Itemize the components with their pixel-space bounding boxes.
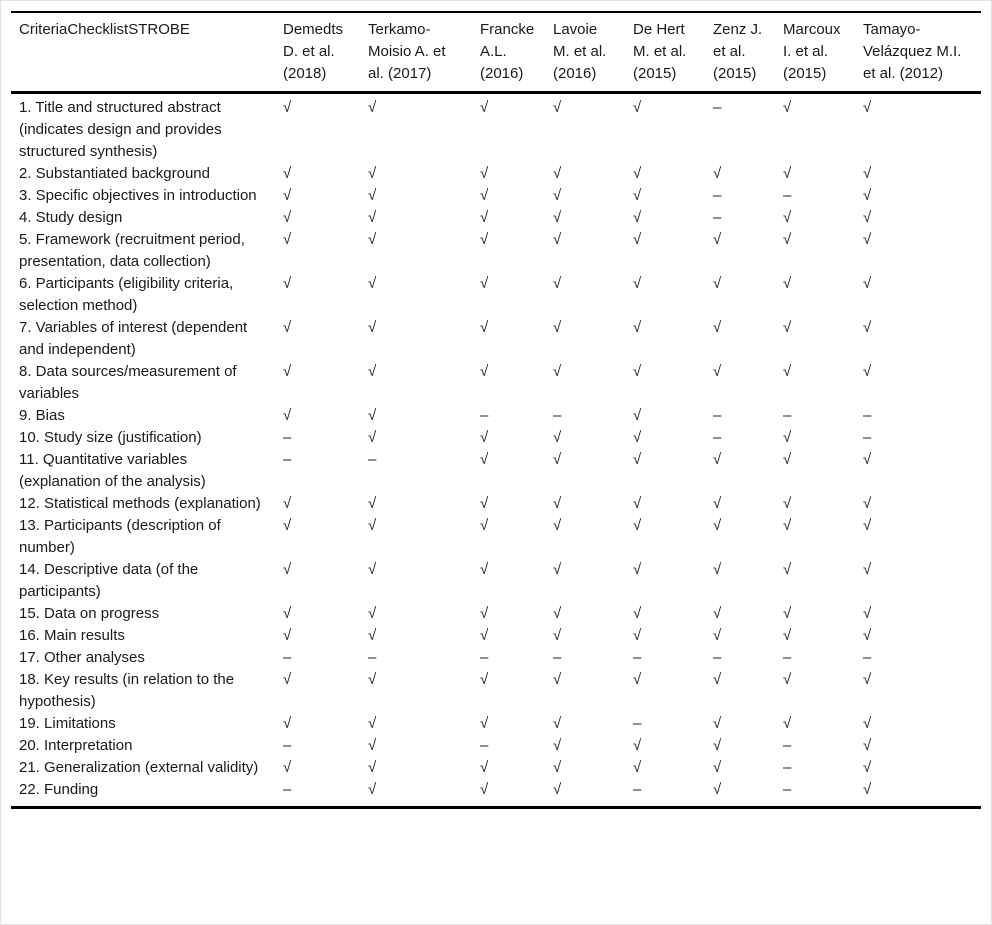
check-mark: √: [783, 451, 792, 468]
table-row: [11, 185, 981, 207]
check-mark: √: [553, 737, 562, 754]
check-mark: √: [368, 209, 377, 226]
check-mark: √: [283, 605, 292, 622]
check-mark: √: [480, 627, 489, 644]
study-column-header: Francke A.L. (2016): [480, 12, 553, 93]
table-row: [11, 273, 981, 317]
check-mark: √: [553, 779, 633, 808]
table-row: [11, 757, 981, 779]
check-mark: √: [480, 319, 489, 336]
check-mark: √: [633, 165, 642, 182]
table-row: [11, 625, 981, 647]
dash-mark: –: [783, 407, 792, 424]
check-mark: √: [713, 231, 722, 248]
study-column-header: Lavoie M. et al. (2016): [553, 12, 633, 93]
criteria-column-header: CriteriaChecklistSTROBE: [11, 12, 283, 93]
check-mark: √: [863, 671, 872, 688]
criterion-label: 7. Variables of interest (dependent and independent): [19, 319, 248, 358]
table-row: [11, 163, 981, 185]
check-mark: √: [368, 187, 377, 204]
check-mark: √: [283, 187, 292, 204]
check-mark: √: [863, 187, 872, 204]
check-mark: √: [633, 231, 642, 248]
check-mark: √: [480, 99, 489, 116]
criterion-label: 3. Specific objectives in introduction: [19, 187, 257, 204]
check-mark: √: [480, 759, 489, 776]
check-mark: √: [553, 363, 562, 380]
check-mark: √: [783, 429, 792, 446]
check-mark: √: [283, 759, 292, 776]
check-mark: √: [368, 495, 377, 512]
check-mark: √: [480, 671, 489, 688]
check-mark: √: [863, 759, 872, 776]
check-mark: √: [633, 407, 642, 424]
table-body: [11, 93, 981, 808]
check-mark: √: [633, 209, 642, 226]
check-mark: √: [713, 451, 722, 468]
table-row: [11, 427, 981, 449]
check-mark: √: [863, 627, 872, 644]
check-mark: √: [783, 627, 792, 644]
check-mark: √: [863, 363, 872, 380]
check-mark: √: [553, 99, 562, 116]
check-mark: √: [368, 517, 377, 534]
dash-mark: –: [283, 649, 292, 666]
check-mark: √: [783, 165, 792, 182]
table-row: [11, 603, 981, 625]
check-mark: √: [480, 209, 489, 226]
check-mark: √: [783, 319, 792, 336]
dash-mark: –: [783, 737, 792, 754]
criterion-label: 2. Substantiated background: [19, 165, 210, 182]
check-mark: √: [633, 517, 642, 534]
check-mark: √: [368, 275, 377, 292]
table-row: [11, 647, 981, 669]
table-row: [11, 207, 981, 229]
check-mark: √: [283, 209, 292, 226]
criterion-label: 8. Data sources/measurement of variables: [19, 363, 237, 402]
check-mark: √: [480, 495, 489, 512]
check-mark: √: [633, 605, 642, 622]
dash-mark: –: [480, 407, 489, 424]
check-mark: √: [713, 759, 722, 776]
check-mark: √: [368, 363, 377, 380]
check-mark: √: [480, 165, 489, 182]
check-mark: √: [783, 231, 792, 248]
check-mark: √: [283, 319, 292, 336]
dash-mark: –: [863, 429, 872, 446]
check-mark: √: [480, 561, 489, 578]
dash-mark: –: [283, 779, 368, 808]
check-mark: √: [863, 605, 872, 622]
check-mark: √: [553, 187, 562, 204]
check-mark: √: [553, 605, 562, 622]
check-mark: √: [863, 319, 872, 336]
check-mark: √: [633, 737, 642, 754]
study-column-header: Marcoux I. et al. (2015): [783, 12, 863, 93]
table-row: [11, 405, 981, 427]
table-row: [11, 669, 981, 713]
table-row: [11, 559, 981, 603]
study-column-header: Tamayo-Velázquez M.I. et al. (2012): [863, 12, 981, 93]
table-row: [11, 317, 981, 361]
criterion-label: 5. Framework (recruitment period, presentation, data collection): [19, 231, 245, 270]
check-mark: √: [480, 363, 489, 380]
check-mark: √: [713, 605, 722, 622]
criterion-label: 11. Quantitative variables (explanation of the analysis): [19, 451, 206, 490]
check-mark: √: [368, 407, 377, 424]
header-row: [11, 12, 981, 93]
check-mark: √: [368, 99, 377, 116]
check-mark: √: [783, 495, 792, 512]
table-row: [11, 229, 981, 273]
check-mark: √: [553, 451, 562, 468]
criterion-label: 20. Interpretation: [19, 737, 133, 754]
check-mark: √: [633, 363, 642, 380]
check-mark: √: [633, 319, 642, 336]
check-mark: √: [713, 671, 722, 688]
study-column-header: Zenz J. et al. (2015): [713, 12, 783, 93]
check-mark: √: [368, 759, 377, 776]
study-column-header: Terkamo-Moisio A. et al. (2017): [368, 12, 480, 93]
check-mark: √: [283, 363, 292, 380]
table-row: [11, 735, 981, 757]
criterion-label: 10. Study size (justification): [19, 429, 202, 446]
check-mark: √: [283, 231, 292, 248]
check-mark: √: [553, 165, 562, 182]
check-mark: √: [368, 429, 377, 446]
check-mark: √: [633, 495, 642, 512]
check-mark: √: [283, 627, 292, 644]
dash-mark: –: [863, 407, 872, 424]
dash-mark: –: [480, 737, 489, 754]
dash-mark: –: [633, 715, 642, 732]
criterion-label: 4. Study design: [19, 209, 123, 226]
check-mark: √: [283, 561, 292, 578]
check-mark: √: [368, 605, 377, 622]
check-mark: √: [863, 275, 872, 292]
table-row: [11, 779, 981, 808]
check-mark: √: [283, 715, 292, 732]
check-mark: √: [633, 759, 642, 776]
check-mark: √: [713, 561, 722, 578]
check-mark: √: [480, 275, 489, 292]
check-mark: √: [553, 495, 562, 512]
check-mark: √: [633, 99, 642, 116]
check-mark: √: [480, 715, 489, 732]
dash-mark: –: [713, 209, 722, 226]
check-mark: √: [863, 209, 872, 226]
dash-mark: –: [783, 759, 792, 776]
dash-mark: –: [713, 407, 722, 424]
check-mark: √: [783, 715, 792, 732]
dash-mark: –: [368, 451, 377, 468]
strobe-criteria-table: [11, 11, 981, 809]
table-row: [11, 515, 981, 559]
check-mark: √: [863, 779, 981, 808]
check-mark: √: [553, 715, 562, 732]
check-mark: √: [480, 605, 489, 622]
check-mark: √: [633, 187, 642, 204]
check-mark: √: [480, 451, 489, 468]
dash-mark: –: [368, 649, 377, 666]
check-mark: √: [283, 275, 292, 292]
dash-mark: –: [633, 779, 713, 808]
check-mark: √: [713, 363, 722, 380]
check-mark: √: [480, 779, 553, 808]
table-row: [11, 713, 981, 735]
check-mark: √: [633, 561, 642, 578]
dash-mark: –: [863, 649, 872, 666]
dash-mark: –: [633, 649, 642, 666]
check-mark: √: [368, 715, 377, 732]
check-mark: √: [633, 429, 642, 446]
check-mark: √: [368, 627, 377, 644]
criterion-label: 18. Key results (in relation to the hypothesis): [19, 671, 235, 710]
check-mark: √: [368, 165, 377, 182]
study-column-header: De Hert M. et al. (2015): [633, 12, 713, 93]
criterion-label: 9. Bias: [19, 407, 65, 424]
check-mark: √: [553, 209, 562, 226]
check-mark: √: [480, 187, 489, 204]
criterion-label: 17. Other analyses: [19, 649, 145, 666]
check-mark: √: [783, 561, 792, 578]
check-mark: √: [553, 671, 562, 688]
dash-mark: –: [783, 649, 792, 666]
check-mark: √: [713, 319, 722, 336]
check-mark: √: [283, 407, 292, 424]
check-mark: √: [553, 429, 562, 446]
check-mark: √: [713, 779, 783, 808]
criterion-label: 22. Funding: [11, 779, 283, 808]
check-mark: √: [713, 165, 722, 182]
check-mark: √: [553, 231, 562, 248]
check-mark: √: [863, 715, 872, 732]
check-mark: √: [863, 495, 872, 512]
check-mark: √: [368, 231, 377, 248]
criterion-label: 6. Participants (eligibility criteria, selection method): [19, 275, 234, 314]
study-column-header: Demedts D. et al. (2018): [283, 12, 368, 93]
dash-mark: –: [713, 99, 722, 116]
check-mark: √: [863, 231, 872, 248]
check-mark: √: [283, 517, 292, 534]
table-row: [11, 361, 981, 405]
check-mark: √: [633, 627, 642, 644]
check-mark: √: [553, 561, 562, 578]
check-mark: √: [633, 275, 642, 292]
check-mark: √: [368, 737, 377, 754]
check-mark: √: [713, 275, 722, 292]
check-mark: √: [553, 759, 562, 776]
check-mark: √: [368, 671, 377, 688]
check-mark: √: [283, 671, 292, 688]
check-mark: √: [863, 165, 872, 182]
dash-mark: –: [713, 649, 722, 666]
criterion-label: 1. Title and structured abstract (indicates design and provides structured synthesis): [19, 99, 222, 160]
check-mark: √: [783, 209, 792, 226]
check-mark: √: [783, 99, 792, 116]
dash-mark: –: [713, 429, 722, 446]
check-mark: √: [633, 451, 642, 468]
check-mark: √: [553, 627, 562, 644]
check-mark: √: [783, 363, 792, 380]
criterion-label: 19. Limitations: [19, 715, 116, 732]
check-mark: √: [863, 561, 872, 578]
table-row: [11, 93, 981, 164]
dash-mark: –: [553, 649, 562, 666]
check-mark: √: [863, 99, 872, 116]
dash-mark: –: [283, 451, 292, 468]
criterion-label: 14. Descriptive data (of the participants): [19, 561, 199, 600]
check-mark: √: [283, 165, 292, 182]
dash-mark: –: [283, 737, 292, 754]
criterion-label: 13. Participants (description of number): [19, 517, 221, 556]
check-mark: √: [283, 99, 292, 116]
table-row: [11, 493, 981, 515]
check-mark: √: [553, 319, 562, 336]
check-mark: √: [368, 319, 377, 336]
criterion-label: 12. Statistical methods (explanation): [19, 495, 261, 512]
dash-mark: –: [783, 187, 792, 204]
criterion-label: 16. Main results: [19, 627, 125, 644]
check-mark: √: [480, 231, 489, 248]
check-mark: √: [553, 275, 562, 292]
check-mark: √: [713, 495, 722, 512]
check-mark: √: [783, 275, 792, 292]
check-mark: √: [480, 517, 489, 534]
table-row: [11, 449, 981, 493]
check-mark: √: [713, 517, 722, 534]
criterion-label: 21. Generalization (external validity): [19, 759, 259, 776]
check-mark: √: [283, 495, 292, 512]
check-mark: √: [783, 671, 792, 688]
check-mark: √: [863, 451, 872, 468]
check-mark: √: [368, 561, 377, 578]
check-mark: √: [783, 605, 792, 622]
check-mark: √: [863, 737, 872, 754]
check-mark: √: [368, 779, 480, 808]
check-mark: √: [783, 517, 792, 534]
dash-mark: –: [283, 429, 292, 446]
check-mark: √: [863, 517, 872, 534]
check-mark: √: [480, 429, 489, 446]
check-mark: √: [713, 715, 722, 732]
dash-mark: –: [713, 187, 722, 204]
dash-mark: –: [480, 649, 489, 666]
criterion-label: 15. Data on progress: [19, 605, 160, 622]
check-mark: √: [713, 737, 722, 754]
dash-mark: –: [783, 779, 863, 808]
check-mark: √: [713, 627, 722, 644]
dash-mark: –: [553, 407, 562, 424]
check-mark: √: [633, 671, 642, 688]
check-mark: √: [553, 517, 562, 534]
